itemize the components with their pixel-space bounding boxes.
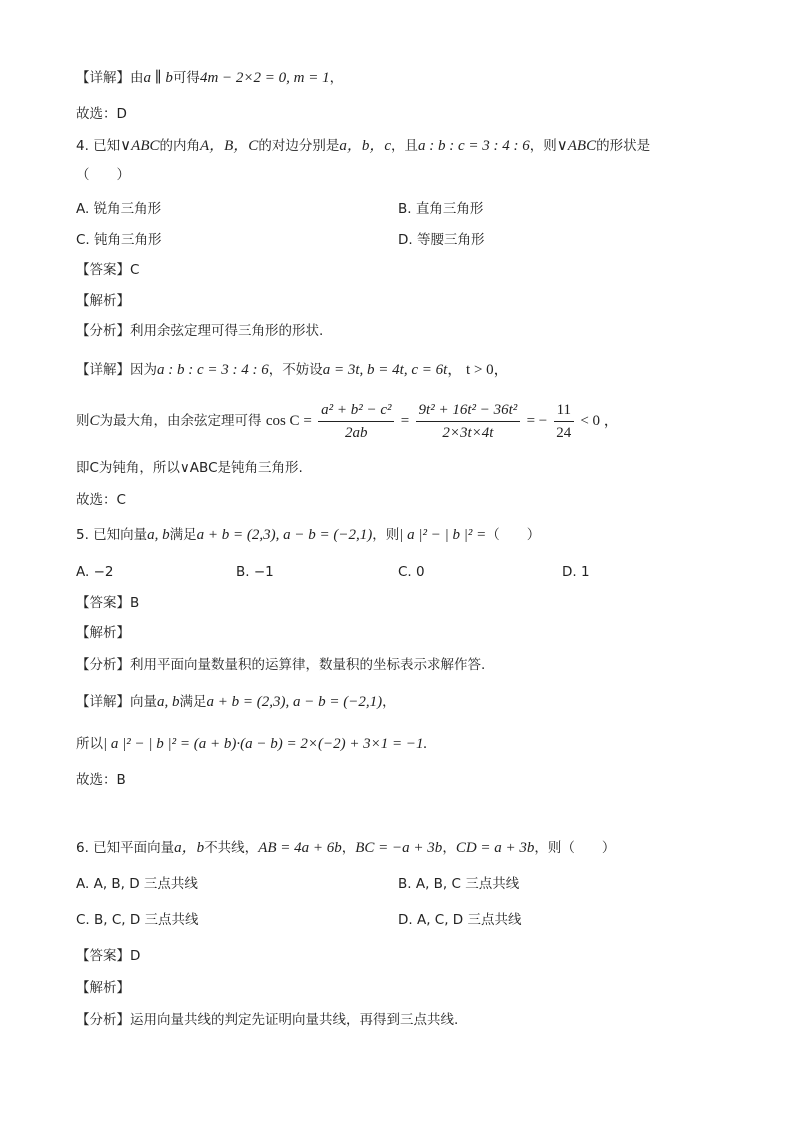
q4-stem: 4. 已知∨ABC的内角A，B，C的对边分别是a，b，c，且a : b : c = 3 : 4 : 6，则∨ABC的形状是 (76, 138, 651, 154)
q6-option-b: B. A, B, C 三点共线 (398, 876, 520, 892)
q5-option-b: B. −1 (236, 564, 274, 580)
answer-tag: 【答案】 (76, 262, 130, 278)
q5-analysis-tag: 【解析】 (76, 625, 130, 641)
q4-detail-3: 即C为钝角，所以∨ABC是钝角三角形. (76, 460, 303, 476)
q5-option-a: A. −2 (76, 564, 114, 580)
q4-answer: 【答案】C (76, 262, 140, 278)
q6-analysis-tag: 【解析】 (76, 980, 130, 996)
q6-option-c: C. B, C, D 三点共线 (76, 912, 199, 928)
q6-option-d: D. A, C, D 三点共线 (398, 912, 522, 928)
fraction-result: $\frac{11}{24}$ (554, 401, 574, 442)
q5-option-d: D. 1 (562, 564, 590, 580)
q6-option-a: A. A, B, D 三点共线 (76, 876, 198, 892)
q6-answer: 【答案】D (76, 948, 141, 964)
q3-choose: 故选：D (76, 106, 127, 122)
q4-option-d: D. 等腰三角形 (398, 232, 485, 248)
q4-choose: 故选：C (76, 492, 126, 508)
q5-choose: 故选：B (76, 772, 126, 788)
q4-option-b: B. 直角三角形 (398, 201, 484, 217)
q4-analysis-tag: 【解析】 (76, 293, 130, 309)
q4-option-c: C. 钝角三角形 (76, 232, 162, 248)
q4-detail-2: 则C为最大角，由余弦定理可得 cos C = $\frac{\text{a² + b² − c²}}{2ab}$ = $\frac{\text{9t² + 16t² − 36t²}}{2\times 3t\times 4t}$ = − $\frac{11}{24}$ < 0 ， (76, 401, 619, 441)
q5-option-c: C. 0 (398, 564, 425, 580)
q3-detail-line: 【详解】由a ∥ b可得4m − 2×2 = 0, m = 1， (76, 70, 344, 86)
q4-fenxi: 【分析】利用余弦定理可得三角形的形状. (76, 323, 324, 339)
q5-detail: 【详解】向量a, b满足a + b = (2,3), a − b = (−2,1)， (76, 694, 396, 710)
q5-stem: 5. 已知向量a, b满足a + b = (2,3), a − b = (−2,1)，则| a |² − | b |² =（ ） (76, 527, 541, 543)
q4-detail-1: 【详解】因为a : b : c = 3 : 4 : 6，不妨设a = 3t, b = 4t, c = 6t， t > 0， (76, 362, 509, 378)
q5-fenxi: 【分析】利用平面向量数量积的运算律，数量积的坐标表示求解作答. (76, 657, 486, 673)
detail-tag: 【详解】 (76, 70, 130, 86)
q5-so: 所以| a |² − | b |² = (a + b)·(a − b) = 2×(−2) + 3×1 = −1. (76, 736, 428, 752)
q6-stem: 6. 已知平面向量a，b不共线，AB = 4a + 6b，BC = −a + 3b，CD = a + 3b，则（ ） (76, 840, 616, 856)
q5-answer: 【答案】B (76, 595, 140, 611)
fraction-substituted: $\frac{\text{9t² + 16t² − 36t²}}{2\times 3t\times 4t}$ (416, 401, 521, 442)
q6-fenxi: 【分析】运用向量共线的判定先证明向量共线，再得到三点共线. (76, 1012, 459, 1028)
fraction-cosine-law: $\frac{\text{a² + b² − c²}}{2ab}$ (318, 401, 394, 442)
q4-paren: （ ） (76, 167, 130, 183)
q4-option-a: A. 锐角三角形 (76, 201, 162, 217)
